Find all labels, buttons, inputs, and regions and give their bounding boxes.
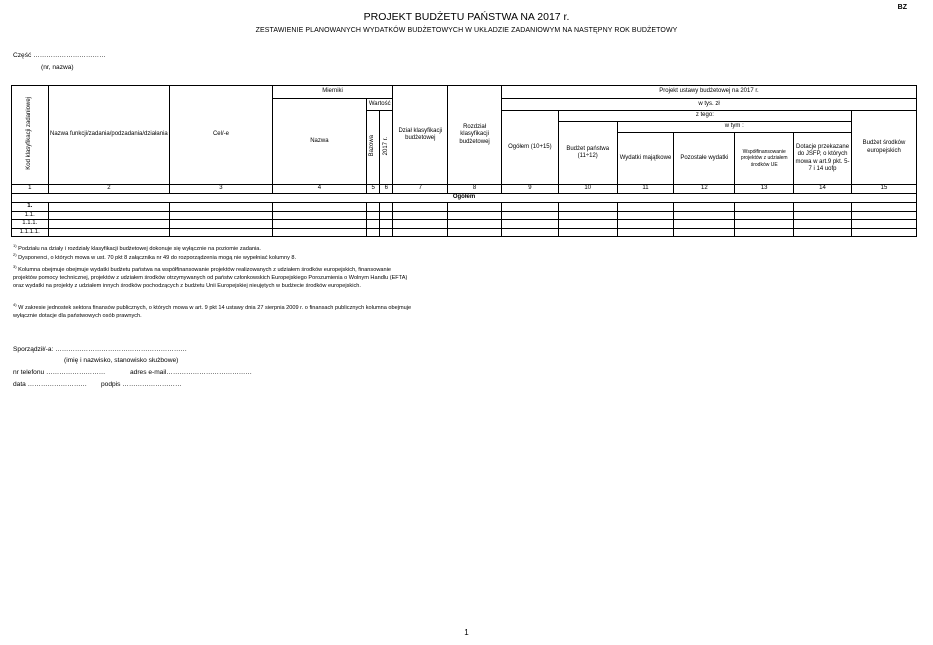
footnote-3: $^{3)}$ Kolumna obejmuje obejmuje wydatki budżetu państwa na współfinansowanie projektów realizowanych z udziałem środków europejskich, finansowanie projektów pomocy technicznej, projektów z udziałem środków otrzymywanych od państw członkowskich Europejskiego Porozumienia o Wolnym Handlu (EFTA) oraz wydatki na projekty z udziałem innych środków pochodzących z budżetu Unii Europejskiej nieujętych w budżecie środków europejskich. — [13, 264, 408, 290]
row-code: 1.1.1.1. — [12, 228, 49, 237]
row-code: 1.1.1. — [12, 220, 49, 229]
col-number: 6 — [380, 185, 393, 194]
part-hint: (nr, nazwa) — [41, 64, 74, 71]
phone-field[interactable]: nr telefonu ……………………… — [13, 369, 106, 376]
header-pozostale: Pozostałe wydatki — [674, 133, 735, 185]
header-ogolem: Ogółem (10+15) — [501, 111, 558, 185]
page-number: 1 — [464, 628, 469, 637]
col-number: 1 — [12, 185, 49, 194]
footnote-1: $^{1)}$ Podziału na działy i rozdziały klasyfikacji budżetowej dokonuje się wyłącznie na poziomie zadania. — [13, 243, 261, 252]
form-code: BZ — [897, 4, 907, 11]
row-code: 1. — [12, 203, 49, 212]
header-rozdzial: Rozdział klasyfikacji budżetowej — [448, 86, 502, 185]
row-code: 1.1. — [12, 211, 49, 220]
header-budzet-panstwa: Budżet państwa (11÷12) — [558, 122, 617, 185]
col-number: 10 — [558, 185, 617, 194]
header-wydatki-majatkowe: Wydatki majątkowe — [617, 133, 674, 185]
email-field[interactable]: adres e-mail………………………………… — [130, 369, 252, 376]
header-z-tego: z tego: — [558, 111, 851, 122]
header-2017: 2017 r. — [380, 111, 393, 185]
prepared-by-hint: (imię i nazwisko, stanowisko służbowe) — [64, 357, 179, 364]
header-wartosc: Wartość — [367, 99, 393, 111]
document-subtitle: ZESTAWIENIE PLANOWANYCH WYDATKÓW BUDŻETOWYCH W UKŁADZIE ZADANIOWYM NA NASTĘPNY ROK BUDŻETOWY — [255, 27, 678, 34]
header-kod: Kod klasyfikacji zadaniowej — [12, 86, 49, 185]
col-number: 2 — [48, 185, 170, 194]
header-wtys: w tys. zł — [501, 99, 916, 111]
header-bazowa: Bazowa — [367, 111, 380, 185]
header-mierniki-nazwa: Nazwa — [272, 99, 366, 185]
col-number: 3 — [170, 185, 272, 194]
col-number: 15 — [851, 185, 916, 194]
col-number: 5 — [367, 185, 380, 194]
table-row — [12, 211, 917, 220]
col-number: 7 — [393, 185, 448, 194]
header-dzial: Dział klasyfikacji budżetowej — [393, 86, 448, 185]
col-number: 11 — [617, 185, 674, 194]
col-number: 9 — [501, 185, 558, 194]
header-mierniki: Mierniki — [272, 86, 393, 99]
footnote-2: $^{2)}$ Dysponenci, o których mowa w ust. 70 pkt 8 załącznika nr 49 do rozporządzenia mogą nie wypełniać kolumny 8. — [13, 252, 297, 261]
document-title: PROJEKT BUDŻETU PAŃSTWA NA 2017 r. — [363, 11, 570, 23]
prepared-by-field[interactable]: Sporządził/-a: …………………………………………………… — [13, 346, 188, 353]
col-number: 14 — [794, 185, 852, 194]
footnote-4: $^{4)}$ W zakresie jednostek sektora finansów publicznych, o których mowa w art. 9 pkt 14 ustawy dnia 27 sierpnia 2009 r. o finansach publicznych kolumna obejmuje wyłącznie dotacje dla państwowych osób prawnych. — [13, 302, 412, 320]
header-w-tym: w tym : — [617, 122, 851, 133]
ogolem-row: Ogółem — [12, 194, 917, 203]
header-dotacje: Dotacje przekazane do JSFP, o których mowa w art.9 pkt. 5-7 i 14 uofp — [794, 133, 852, 185]
header-wspolfinansowanie: Współfinansowanie projektów z udziałem środków UE — [735, 133, 794, 185]
budget-table — [11, 85, 917, 237]
table-row — [12, 203, 917, 212]
col-number: 12 — [674, 185, 735, 194]
column-numbers-row — [12, 185, 917, 194]
header-bse: Budżet środków europejskich — [851, 111, 916, 185]
col-number: 4 — [272, 185, 366, 194]
header-cel: Cel/-e — [170, 86, 272, 185]
part-field[interactable]: Część …………………………… — [13, 52, 106, 59]
date-field[interactable]: data ……………………… — [13, 381, 88, 388]
table-row — [12, 228, 917, 237]
col-number: 8 — [448, 185, 502, 194]
col-number: 13 — [735, 185, 794, 194]
table-row — [12, 220, 917, 229]
header-projekt: Projekt ustawy budżetowej na 2017 r. — [501, 86, 916, 99]
header-nazwa-funkcji: Nazwa funkcji/zadania/podzadania/działania — [48, 86, 170, 185]
signature-field[interactable]: podpis ……………………… — [101, 381, 182, 388]
